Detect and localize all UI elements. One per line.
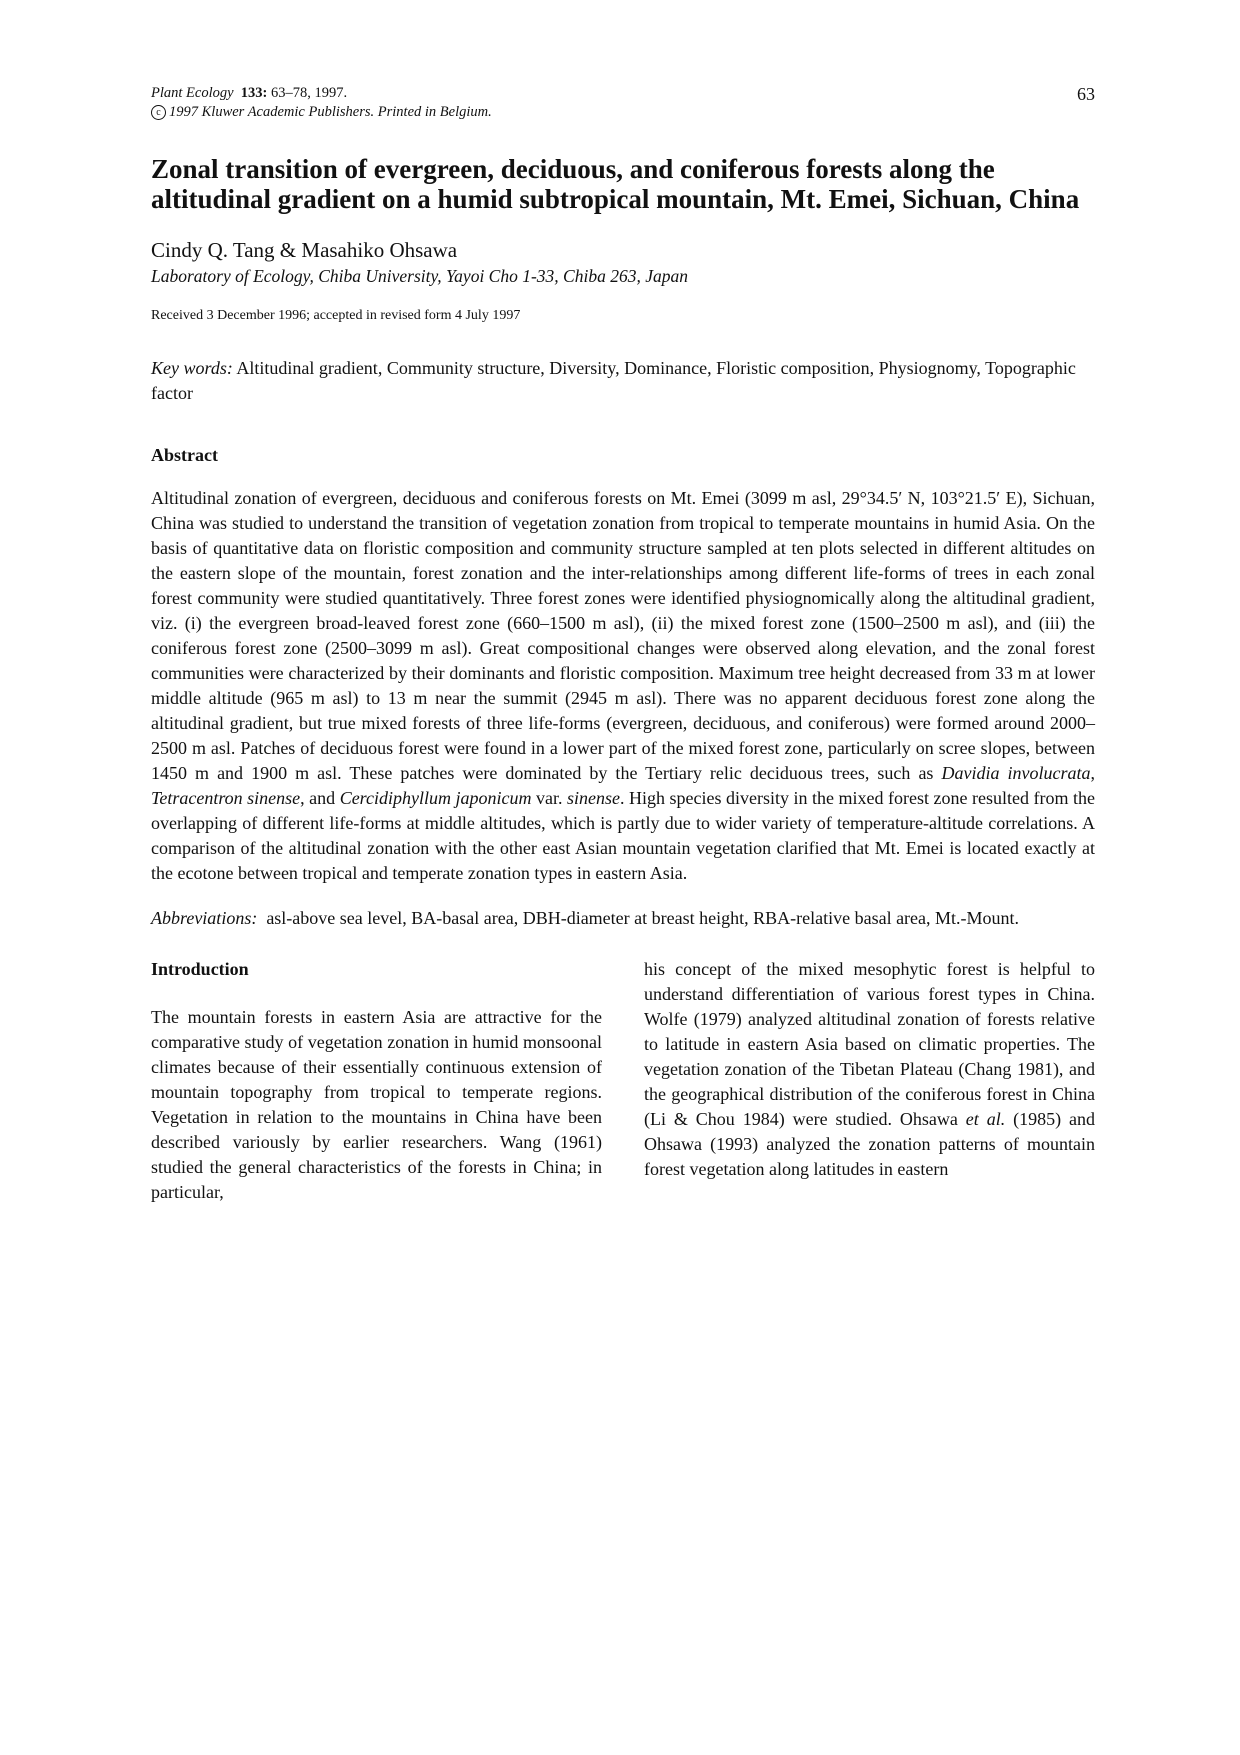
- abbreviations-section: [151, 906, 1095, 931]
- abstract-heading: Abstract: [151, 445, 218, 465]
- abstract-separator: ,: [1090, 763, 1095, 783]
- copyright-text: 1997 Kluwer Academic Publishers. Printed in Belgium.: [169, 104, 492, 120]
- abstract-text: [151, 486, 1095, 886]
- running-header: [151, 84, 1095, 130]
- article-authors: Cindy Q. Tang & Masahiko Ohsawa: [151, 238, 458, 262]
- species-name: Tetracentron sinense: [151, 788, 301, 808]
- introduction-paragraph-left: The mountain forests in eastern Asia are attractive for the comparative study of vegetation zonation in humid monsoonal climates because of their essentially continuous extension of mountain topography from tropical to temperate regions. Vegetation in relation to the mountains in China have been described variously by earlier researchers. Wang (1961) studied the general characteristics of the forests in China; in particular,: [151, 1007, 602, 1202]
- copyright-line: [151, 103, 1095, 122]
- left-column: [151, 957, 602, 1205]
- journal-citation: [151, 84, 1095, 103]
- abbreviations-label: Abbreviations:: [151, 908, 258, 928]
- et-al: et al.: [965, 1109, 1006, 1129]
- abstract-text-part-2: . High species diversity in the mixed forest zone resulted from the overlapping of different life-forms at middle altitudes, which is partly due to wider variety of temperature-altitude correlations. A comparison of the altitudinal zonation with the other east Asian mountain vegetation clarified that Mt. Emei is located exactly at the ecotone between tropical and temperate zonation types in eastern Asia.: [151, 788, 1095, 883]
- received-dates: Received 3 December 1996; accepted in revised form 4 July 1997: [151, 308, 521, 323]
- keywords-section: [151, 356, 1095, 406]
- introduction-text-part-1: his concept of the mixed mesophytic forest is helpful to understand differentiation of various forest types in China. Wolfe (1979) analyzed altitudinal zonation of forests relative to latitude in eastern Asia based on climatic properties. The vegetation zonation of the Tibetan Plateau (Chang 1981), and the geographical distribution of the coniferous forest in China (Li & Chou 1984) were studied. Ohsawa: [644, 959, 1095, 1129]
- journal-volume: 133:: [240, 85, 268, 101]
- abbreviations-text: asl-above sea level, BA-basal area, DBH-diameter at breast height, RBA-relative basal area, Mt.-Mount.: [266, 908, 1020, 928]
- journal-pages-year: 63–78, 1997.: [271, 85, 348, 101]
- introduction-heading: Introduction: [151, 959, 249, 979]
- article-title: Zonal transition of evergreen, deciduous, and coniferous forests along the altitudinal gradient on a humid subtropical mountain, Mt. Emei, Sichuan, China: [151, 154, 1080, 214]
- copyright-icon: c: [151, 105, 166, 120]
- keywords-list: Altitudinal gradient, Community structure, Diversity, Dominance, Floristic composition, Physiognomy, Topographic factor: [151, 358, 1076, 403]
- page-number: 63: [1077, 84, 1095, 104]
- abstract-separator: , and: [300, 788, 340, 808]
- introduction-text-part-2: (1985) and Ohsawa (1993) analyzed the zonation patterns of mountain forest vegetation along latitudes in eastern: [644, 1109, 1095, 1179]
- right-column: [644, 957, 1095, 1205]
- species-name: Cercidiphyllum japonicum: [339, 788, 532, 808]
- paper-page: [151, 84, 1095, 1205]
- species-name: Davidia involucrata: [941, 763, 1091, 783]
- variety-label: var.: [531, 788, 568, 808]
- species-name: sinense: [567, 788, 621, 808]
- introduction-paragraph-right: [644, 957, 1095, 1182]
- journal-name: Plant Ecology: [151, 85, 234, 101]
- author-affiliation: Laboratory of Ecology, Chiba University, Yayoi Cho 1-33, Chiba 263, Japan: [151, 266, 688, 286]
- abstract-text-part-1: Altitudinal zonation of evergreen, deciduous and coniferous forests on Mt. Emei (3099 m asl, 29°34.5′ N, 103°21.5′ E), Sichuan, China was studied to understand the transition of vegetation zonation from tropical to temperate mountains in humid Asia. On the basis of quantitative data on floristic composition and community structure sampled at ten plots selected in different altitudes on the eastern slope of the mountain, forest zonation and the inter-relationships among different life-forms of trees in each zonal forest community were studied quantitatively. Three forest zones were identified physiognomically along the altitudinal gradient, viz. (i) the evergreen broad-leaved forest zone (660–1500 m asl), (ii) the mixed forest zone (1500–2500 m asl), and (iii) the coniferous forest zone (2500–3099 m asl). Great compositional changes were observed along elevation, and the zonal forest communities were characterized by their dominants and floristic composition. Maximum tree height decreased from 33 m at lower middle altitude (965 m asl) to 13 m near the summit (2945 m asl). There was no apparent deciduous forest zone along the altitudinal gradient, but true mixed forests of three life-forms (evergreen, deciduous, and coniferous) were formed around 2000–2500 m asl. Patches of deciduous forest were found in a lower part of the mixed forest zone, particularly on scree slopes, between 1450 m and 1900 m asl. These patches were dominated by the Tertiary relic deciduous trees, such as: [151, 488, 1095, 783]
- keywords-label: Key words:: [151, 358, 233, 378]
- two-column-body: [151, 957, 1095, 1205]
